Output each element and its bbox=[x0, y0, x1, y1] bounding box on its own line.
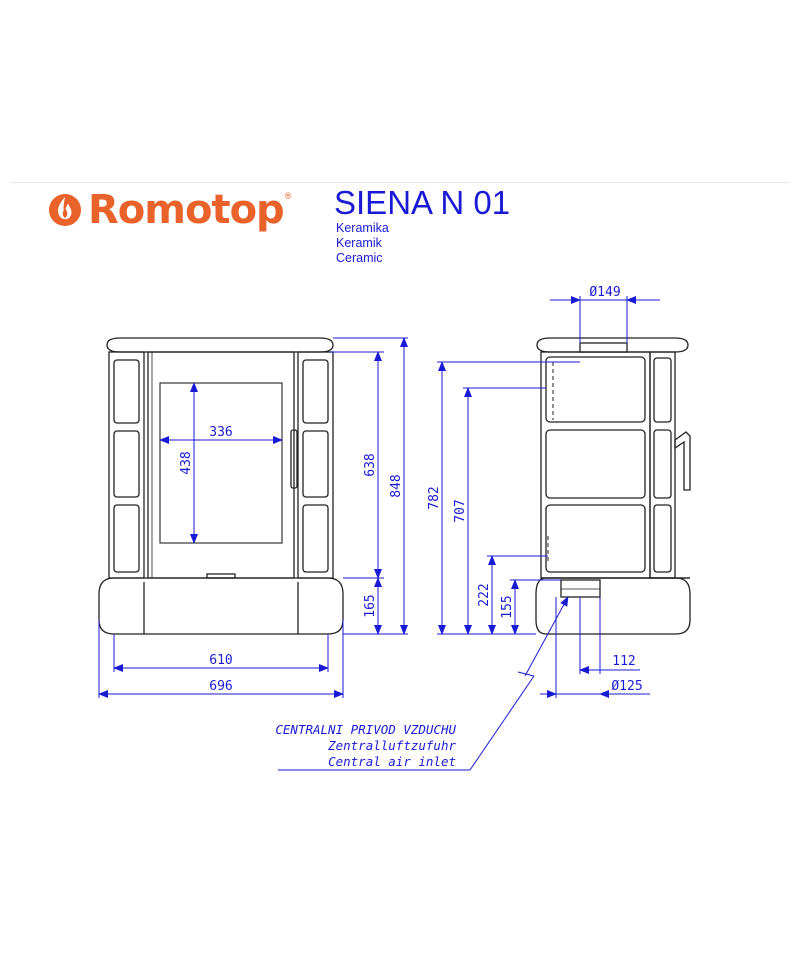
material-label-en: Ceramic bbox=[336, 251, 383, 265]
side-handle bbox=[675, 432, 690, 490]
brand-name: Romotop bbox=[88, 187, 284, 233]
air-inlet-note-cz: CENTRALNI PRIVOD VZDUCHU bbox=[275, 722, 456, 737]
dim-air-inlet-height: 222 bbox=[477, 583, 492, 607]
dimension-lines bbox=[99, 296, 660, 770]
dim-flue-diameter: Ø149 bbox=[589, 285, 621, 300]
side-body bbox=[541, 352, 650, 578]
dim-total-height: 848 bbox=[389, 474, 404, 498]
material-label-cz: Keramika bbox=[336, 221, 389, 235]
dim-inner-width: 610 bbox=[209, 653, 233, 668]
front-top-slab bbox=[107, 338, 333, 352]
front-base bbox=[99, 578, 343, 634]
dim-glass-height: 438 bbox=[179, 451, 194, 475]
dimension-labels bbox=[179, 285, 643, 694]
dim-air-inlet-offset: 112 bbox=[612, 654, 636, 669]
dim-glass-width: 336 bbox=[209, 425, 233, 440]
dim-base-height: 165 bbox=[363, 594, 378, 618]
front-door bbox=[148, 352, 294, 578]
front-view bbox=[99, 338, 343, 634]
registered-mark: ® bbox=[284, 191, 292, 201]
dim-side-height-flue: 707 bbox=[453, 499, 468, 523]
dim-air-inlet-low: 155 bbox=[500, 595, 515, 619]
air-inlet-note bbox=[275, 722, 456, 769]
side-base bbox=[536, 578, 690, 634]
product-title: SIENA N 01 bbox=[334, 184, 511, 221]
dim-air-inlet-diameter: Ø125 bbox=[611, 679, 643, 694]
dim-total-width: 696 bbox=[209, 679, 233, 694]
dim-side-height-total: 782 bbox=[427, 486, 442, 510]
air-inlet-note-de: Zentralluftzufuhr bbox=[328, 738, 456, 753]
side-view bbox=[536, 338, 690, 634]
material-label-de: Keramik bbox=[336, 236, 382, 250]
air-inlet-note-en: Central air inlet bbox=[328, 754, 456, 769]
dim-door-height: 638 bbox=[363, 453, 378, 477]
